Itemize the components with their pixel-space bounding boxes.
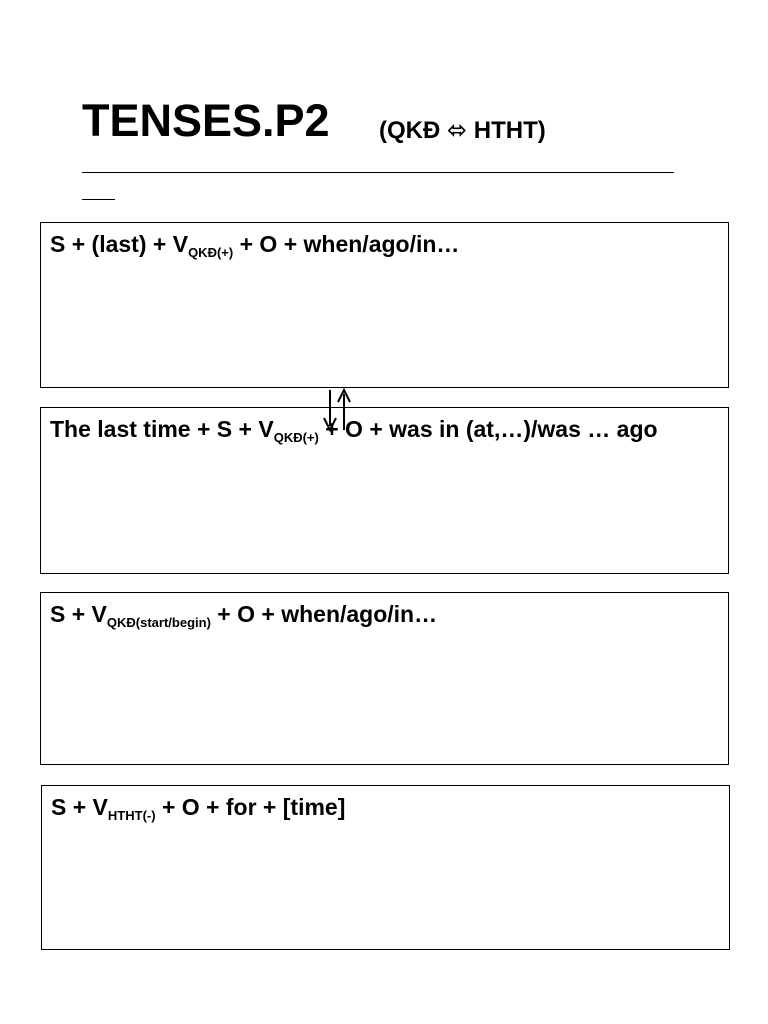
formula-box-start-begin <box>40 592 729 765</box>
formula-box-present-perfect <box>41 785 730 950</box>
formula-text <box>50 229 459 259</box>
formula-part: The last time + S + V <box>50 416 274 442</box>
title-underline-continuation <box>82 199 115 200</box>
formula-part: S + V <box>51 794 108 820</box>
page-subtitle: (QKĐ ⬄ HTHT) <box>379 117 546 144</box>
formula-subscript: QKĐ(start/begin) <box>106 615 211 630</box>
page-title: TENSES.P2 <box>82 95 330 146</box>
formula-text <box>50 599 437 629</box>
formula-part: + O + when/ago/in… <box>210 601 438 627</box>
formula-part: + O + when/ago/in… <box>233 231 460 257</box>
formula-part: S + (last) + V <box>50 231 189 257</box>
title-underline <box>82 172 674 173</box>
formula-part: + O + for + [time] <box>155 794 346 820</box>
formula-box-last-time <box>40 407 729 574</box>
formula-part: + O + was in (at,…)/was … ago <box>318 416 658 442</box>
formula-subscript: HTHT(-) <box>107 808 156 823</box>
formula-subscript: QKĐ(+) <box>188 245 234 260</box>
formula-part: S + V <box>50 601 107 627</box>
formula-box-last-past <box>40 222 729 388</box>
swap-vertical-arrows-icon <box>322 386 356 442</box>
formula-subscript: QKĐ(+) <box>273 430 319 445</box>
formula-text <box>51 792 345 822</box>
